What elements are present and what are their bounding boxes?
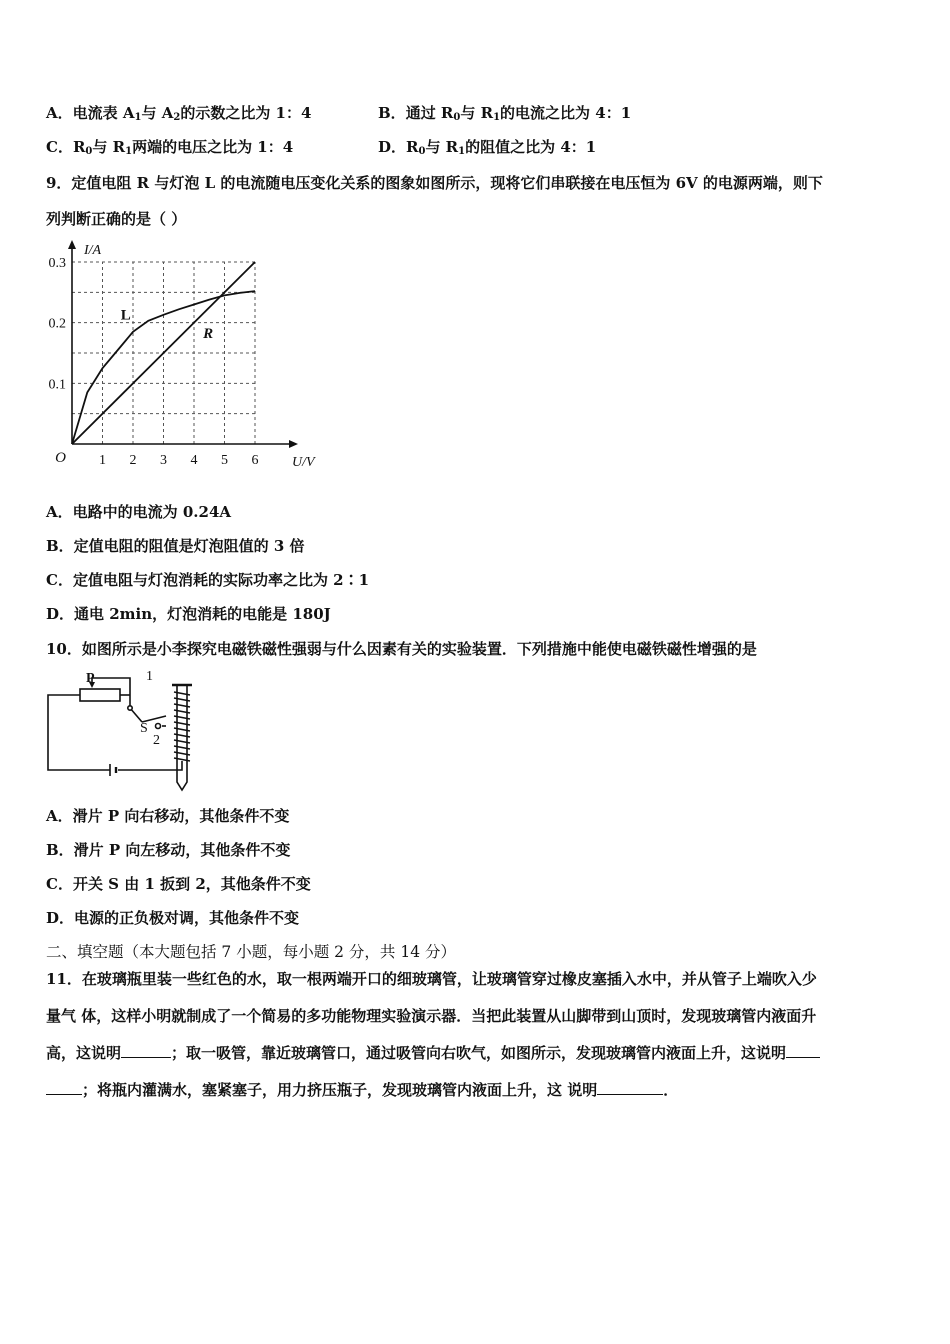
origin-label: O: [55, 450, 66, 466]
x-axis-label: U/V: [292, 455, 315, 470]
wire-bottom-right: [118, 761, 182, 770]
chart-series: [72, 262, 255, 444]
series-l-label: L: [120, 307, 131, 324]
q11-line2: 量气 体，这样小明就制成了一个简易的多功能物理实验演示器．当把此装置从山脚带到山顶时，发现玻璃管内液面升: [46, 1007, 817, 1025]
q10-stem: 10．如图所示是小李探究电磁铁磁性强弱与什么因素有关的实验装置．下列措施中能使电磁铁磁性增强的是: [46, 640, 757, 658]
contact-2: [156, 724, 161, 729]
y-tick-label: 0.1: [48, 377, 66, 393]
series-r-label: R: [203, 325, 214, 342]
x-tick-label: 1: [99, 453, 106, 468]
q9-option-b: B．定值电阻的阻值是灯泡阻值的 3 倍: [46, 537, 305, 555]
label-contact-2: 2: [153, 733, 160, 748]
x-tick-label: 3: [160, 453, 167, 468]
chart-labels: [49, 243, 317, 470]
slider-wire: [92, 678, 130, 708]
y-tick-label: 0.3: [48, 255, 66, 271]
q9-stem-line2: 列判断正确的是（ ）: [46, 210, 187, 228]
y-axis-arrow: [68, 240, 76, 249]
q10-option-b: B．滑片 P 向左移动，其他条件不变: [46, 841, 291, 859]
q11-line1: 11．在玻璃瓶里装一些红色的水，取一根两端开口的细玻璃管，让玻璃管穿过橡皮塞插入水中，并从管子上端吹入少: [46, 970, 817, 988]
q11-line4: ；将瓶内灌满水，塞紧塞子，用力挤压瓶子，发现玻璃管内液面上升，这 说明 ．: [46, 1079, 678, 1100]
answer-blank-2a[interactable]: [786, 1043, 820, 1058]
q10-option-a: A．滑片 P 向右移动，其他条件不变: [46, 807, 290, 825]
q8-option-a: A．电流表 $A_1$与 $A_2$的示数之比为 1：4: [46, 104, 312, 123]
x-tick-label: 5: [221, 453, 228, 468]
answer-blank-2b[interactable]: [46, 1080, 82, 1095]
label-switch-s: S: [140, 721, 148, 736]
wire-left: [48, 695, 110, 770]
x-tick-label: 2: [129, 453, 137, 468]
answer-blank-1[interactable]: [121, 1043, 171, 1058]
q10-option-c: C．开关 S 由 1 扳到 2，其他条件不变: [46, 875, 311, 893]
x-axis-arrow: [289, 440, 298, 448]
series-l-line: [72, 291, 255, 444]
q8-option-d: D．$R_0$与 $R_1$的阻值之比为 4：1: [378, 138, 597, 157]
label-slider-p: P: [86, 671, 95, 686]
x-tick-label: 4: [190, 453, 198, 468]
q9-option-d: D．通电 2min，灯泡消耗的电能是 180J: [46, 605, 331, 623]
electromagnet-circuit-diagram: [42, 664, 212, 794]
q9-option-c: C．定值电阻与灯泡消耗的实际功率之比为 2∶1: [46, 571, 370, 589]
y-tick-label: 0.2: [48, 316, 66, 332]
section-title-fill-in: 二、填空题（本大题包括 7 小题，每小题 2 分，共 14 分）: [46, 943, 457, 961]
y-axis-label: I/A: [84, 243, 102, 258]
label-contact-1: 1: [146, 669, 153, 684]
series-r-line: [72, 262, 255, 444]
chart-axes: [68, 240, 298, 448]
x-tick-label: 6: [251, 453, 259, 468]
iv-chart: [36, 234, 336, 474]
q10-option-d: D．电源的正负极对调，其他条件不变: [46, 909, 300, 927]
q11-line3: 高，这说明 ；取一吸管，靠近玻璃管口，通过吸管向右吹气，如图所示，发现玻璃管内液面上升，这说明: [46, 1042, 820, 1063]
q8-option-b: B．通过 $R_0$与 $R_1$的电流之比为 4：1: [378, 104, 632, 123]
q9-option-a: A．电路中的电流为 0.24A: [46, 503, 232, 521]
q8-option-c: C．$R_0$与 $R_1$两端的电压之比为 1：4: [46, 138, 294, 157]
answer-blank-3[interactable]: [597, 1080, 663, 1095]
rheostat: [80, 689, 120, 701]
q9-stem-line1: 9．定值电阻 R 与灯泡 L 的电流随电压变化关系的图象如图所示，现将它们串联接在电压恒为 6V 的电源两端，则下: [46, 174, 823, 192]
